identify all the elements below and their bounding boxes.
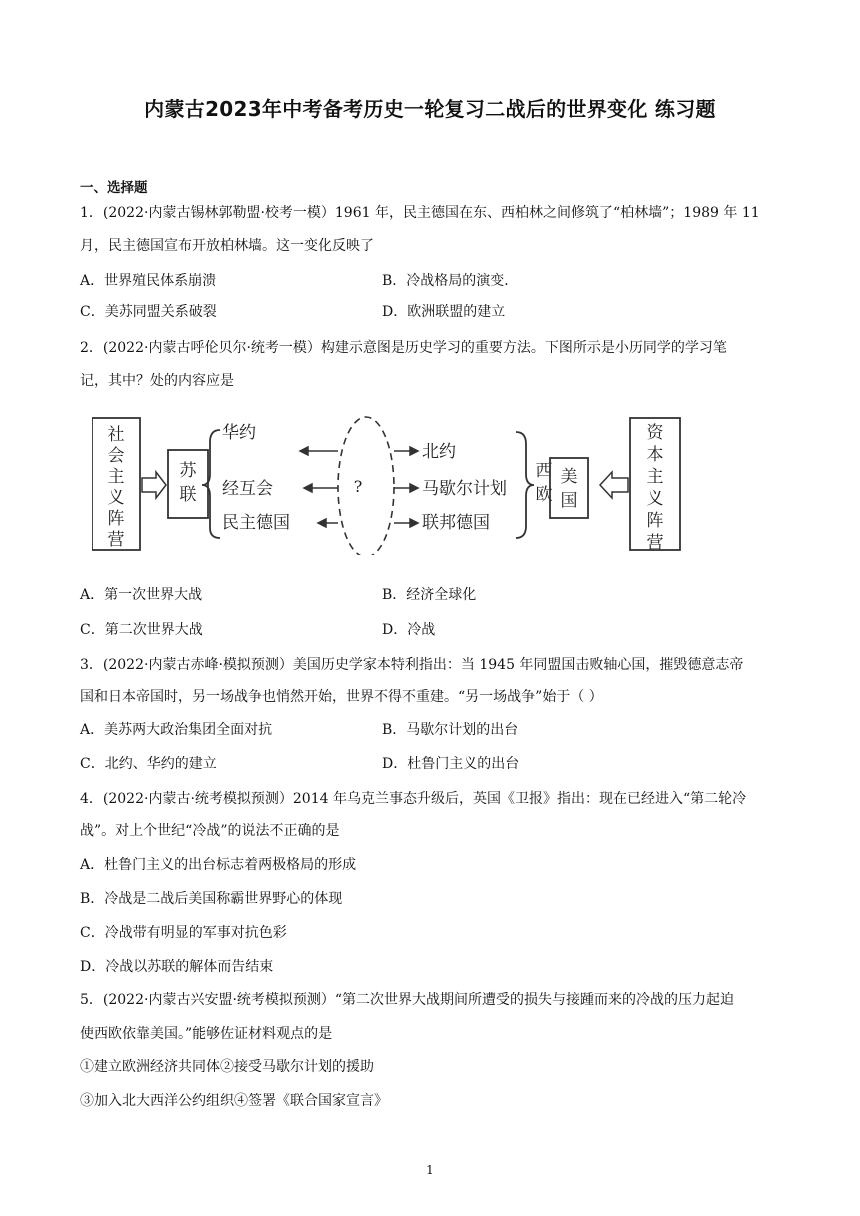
center-question-mark: ? xyxy=(353,477,363,496)
q1-option-b: B．冷战格局的演变. xyxy=(382,273,509,289)
page-number: 1 xyxy=(426,1163,434,1177)
socialist-camp-label: 社会主义阵营 xyxy=(107,425,125,550)
left-arrows xyxy=(300,447,338,527)
arrow-left-icon xyxy=(304,484,312,492)
arrow-right-icon xyxy=(410,447,418,455)
q2-stem-line1: 2．(2022·内蒙古呼伦贝尔·统考一模）构建示意图是历史学习的重要方法。下图所示是小历同学的学习笔 xyxy=(80,340,727,356)
q3-option-b: B．马歇尔计划的出台 xyxy=(382,722,519,738)
center-dashed-ellipse xyxy=(338,417,394,555)
q5-stem-line1: 5．(2022·内蒙古兴安盟·统考模拟预测）“第二次世界大战期间所遭受的损失与接踵而来的冷战的压力起迫 xyxy=(80,992,735,1008)
left-brace xyxy=(202,430,220,538)
q2-option-c: C．第二次世界大战 xyxy=(80,622,203,638)
q2-stem-line2: 记，其中？处的内容应是 xyxy=(80,373,234,389)
q3-option-d: D．杜鲁门主义的出台 xyxy=(382,756,520,772)
left-item-comecon: 经互会 xyxy=(222,479,273,499)
capitalist-camp-label: 资本主义阵营 xyxy=(646,423,664,553)
q3-option-c: C．北约、华约的建立 xyxy=(80,756,217,772)
usa-label: 美国 xyxy=(560,467,578,511)
q1-stem-line2: 月，民主德国宣布开放柏林墙。这一变化反映了 xyxy=(80,238,374,254)
q1-stem-line1: 1．(2022·内蒙古锡林郭勒盟·校考一模）1961 年，民主德国在东、西柏林之间修筑了“柏林墙”；1989 年 11 xyxy=(80,205,760,221)
q3-stem-line2: 国和日本帝国时，另一场战争也悄然开始，世界不得不重建。“另一场战争”始于（ ） xyxy=(80,689,603,705)
ussr-label: 苏联 xyxy=(179,461,197,505)
q4-option-c: C．冷战带有明显的军事对抗色彩 xyxy=(80,925,287,941)
q2-option-a: A．第一次世界大战 xyxy=(80,587,203,603)
left-item-warsaw-pact: 华约 xyxy=(222,423,256,443)
q1-option-c: C．美苏同盟关系破裂 xyxy=(80,304,217,320)
right-item-nato: 北约 xyxy=(422,442,456,462)
q4-option-a: A．杜鲁门主义的出台标志着两极格局的形成 xyxy=(80,857,357,873)
right-item-frg: 联邦德国 xyxy=(422,513,490,533)
cold-war-diagram xyxy=(92,410,776,555)
west-europe-label: 西欧 xyxy=(535,461,553,505)
q4-option-d: D．冷战以苏联的解体而告结束 xyxy=(80,959,274,975)
q4-stem-line2: 战”。对上个世纪“冷战”的说法不正确的是 xyxy=(80,823,340,839)
q1-option-d: D．欧洲联盟的建立 xyxy=(382,304,506,320)
q2-option-b: B．经济全球化 xyxy=(382,587,477,603)
arrow-left-icon xyxy=(300,447,308,455)
arrow-right-icon xyxy=(410,519,418,527)
arrow-right-icon xyxy=(410,484,418,492)
page-title: 内蒙古2023年中考备考历史一轮复习二战后的世界变化 练习题 xyxy=(144,97,716,121)
section-heading: 一、选择题 xyxy=(80,180,148,196)
q4-option-b: B．冷战是二战后美国称霸世界野心的体现 xyxy=(80,891,343,907)
q5-choice-line2: ③加入北大西洋公约组织④签署《联合国家宣言》 xyxy=(80,1093,388,1109)
left-item-gdr: 民主德国 xyxy=(222,513,290,533)
q3-option-a: A．美苏两大政治集团全面对抗 xyxy=(80,722,273,738)
hollow-arrow-right-icon xyxy=(142,472,166,498)
right-item-marshall-plan: 马歇尔计划 xyxy=(422,479,507,499)
q2-option-d: D．冷战 xyxy=(382,622,436,638)
q1-option-a: A．世界殖民体系崩溃 xyxy=(80,273,217,289)
q3-stem-line1: 3．(2022·内蒙古赤峰·模拟预测）美国历史学家本特利指出：当 1945 年同盟国击败轴心国，摧毁德意志帝 xyxy=(80,657,744,673)
right-brace xyxy=(516,432,534,538)
right-arrows xyxy=(394,447,418,527)
arrow-left-icon xyxy=(318,519,326,527)
q5-stem-line2: 使西欧依靠美国。”能够佐证材料观点的是 xyxy=(80,1026,333,1042)
hollow-arrow-left-icon xyxy=(600,472,628,498)
q5-choice-line1: ①建立欧洲经济共同体②接受马歇尔计划的援助 xyxy=(80,1059,374,1075)
q4-stem-line1: 4．(2022·内蒙古·统考模拟预测）2014 年乌克兰事态升级后，英国《卫报》指出：现在已经进入“第二轮冷 xyxy=(80,791,747,807)
